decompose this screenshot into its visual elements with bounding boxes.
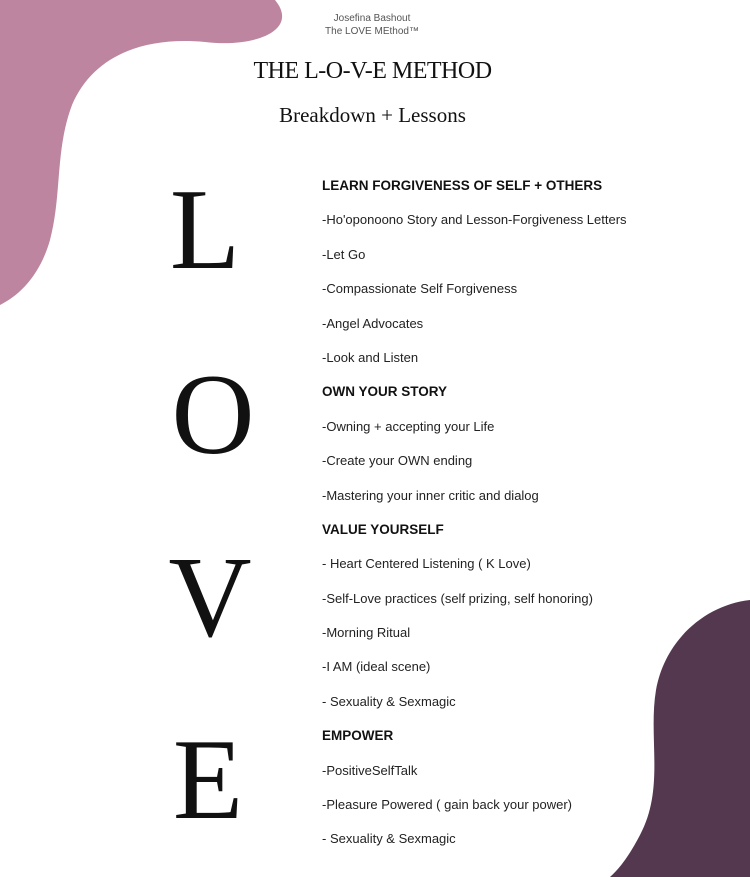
lessons-list — [322, 174, 627, 862]
page-subtitle: Breakdown + Lessons — [279, 103, 466, 127]
lesson-item: -Mastering your inner critic and dialog — [322, 487, 539, 503]
lesson-item: -Let Go — [322, 246, 366, 262]
section-heading: EMPOWER — [322, 728, 394, 744]
brand-name: The LOVE MEthod™ — [325, 26, 419, 37]
author-block — [322, 12, 422, 38]
lesson-item: - Sexuality & Sexmagic — [322, 831, 456, 847]
bottom-right-blob — [610, 600, 750, 877]
letter-v: V — [168, 534, 252, 661]
lesson-item: -Self-Love practices (self prizing, self honoring) — [322, 590, 593, 606]
lesson-item: -Owning + accepting your Life — [322, 418, 495, 434]
lesson-item: -I AM (ideal scene) — [322, 659, 431, 675]
lesson-item: -PositiveSelfTalk — [322, 762, 418, 778]
lesson-item: -Ho'oponoono Story and Lesson-Forgiveness Letters — [322, 212, 627, 228]
section-heading: VALUE YOURSELF — [322, 521, 444, 537]
section-heading: OWN YOUR STORY — [322, 384, 448, 400]
lesson-item: -Create your OWN ending — [322, 453, 473, 469]
letter-l: L — [169, 166, 241, 293]
lesson-item: -Compassionate Self Forgiveness — [322, 281, 518, 297]
lesson-item: -Angel Advocates — [322, 315, 424, 331]
lesson-item: -Morning Ritual — [322, 625, 411, 641]
author-name: Josefina Bashout — [333, 13, 411, 24]
letter-e: E — [172, 716, 244, 843]
lesson-item: -Pleasure Powered ( gain back your power) — [322, 797, 573, 813]
page-title: THE L-O-V-E METHOD — [253, 58, 492, 84]
lesson-item: - Heart Centered Listening ( K Love) — [322, 556, 531, 572]
lesson-item: - Sexuality & Sexmagic — [322, 693, 456, 709]
section-heading: LEARN FORGIVENESS OF SELF + OTHERS — [322, 178, 603, 193]
lesson-item: -Look and Listen — [322, 349, 419, 365]
letter-o: O — [171, 351, 255, 478]
